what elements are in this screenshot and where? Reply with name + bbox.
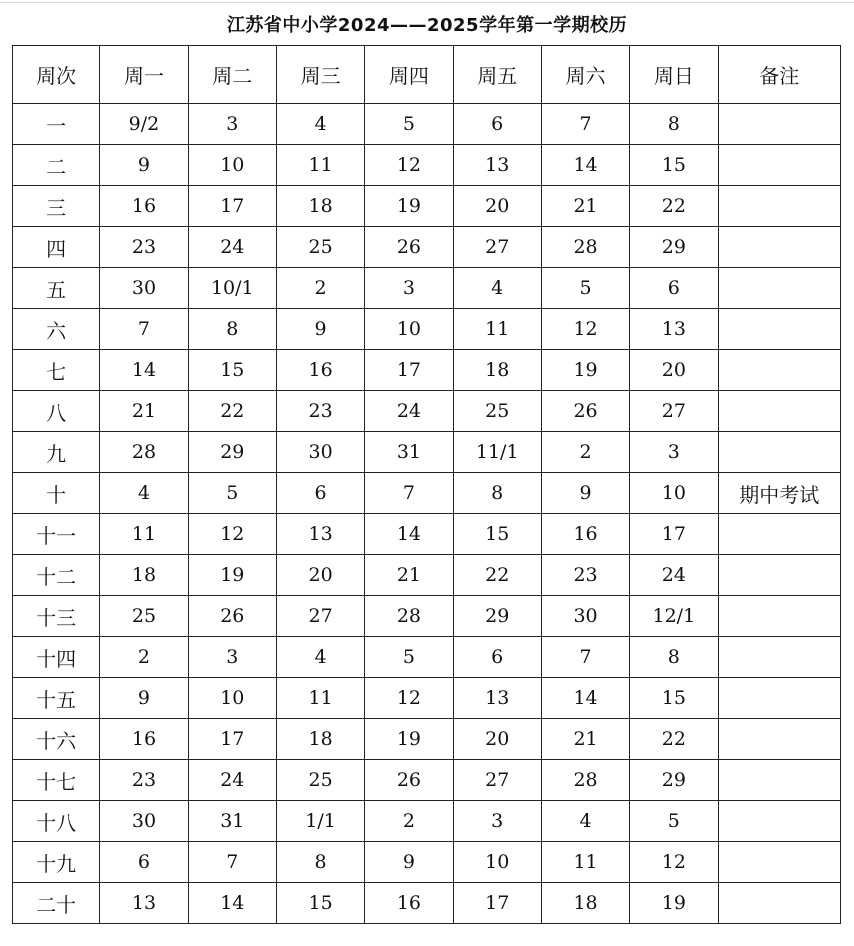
table-row	[13, 842, 841, 883]
date-cell-friday: 29	[453, 596, 541, 637]
date-cell-monday: 6	[100, 842, 188, 883]
note-cell: 期中考试	[718, 473, 841, 514]
note-cell	[718, 596, 841, 637]
date-cell-thursday: 2	[365, 801, 453, 842]
date-cell-tuesday: 10	[188, 145, 276, 186]
note-cell	[718, 883, 841, 924]
date-cell-friday: 15	[453, 514, 541, 555]
note-cell	[718, 555, 841, 596]
table-row	[13, 473, 841, 514]
date-cell-sunday: 22	[630, 719, 718, 760]
date-cell-tuesday: 14	[188, 883, 276, 924]
table-row	[13, 350, 841, 391]
table-row	[13, 801, 841, 842]
week-number-cell: 十五	[13, 678, 100, 719]
date-cell-sunday: 27	[630, 391, 718, 432]
week-number-cell: 五	[13, 268, 100, 309]
date-cell-tuesday: 24	[188, 227, 276, 268]
date-cell-thursday: 5	[365, 104, 453, 145]
table-row	[13, 678, 841, 719]
table-row	[13, 555, 841, 596]
week-number-cell: 四	[13, 227, 100, 268]
table-row	[13, 514, 841, 555]
date-cell-wednesday: 25	[276, 227, 364, 268]
note-cell	[718, 514, 841, 555]
table-row	[13, 391, 841, 432]
date-cell-saturday: 9	[541, 473, 629, 514]
header-sunday: 周日	[630, 46, 718, 104]
date-cell-friday: 8	[453, 473, 541, 514]
date-cell-wednesday: 13	[276, 514, 364, 555]
date-cell-tuesday: 7	[188, 842, 276, 883]
date-cell-saturday: 19	[541, 350, 629, 391]
header-saturday: 周六	[541, 46, 629, 104]
date-cell-tuesday: 17	[188, 186, 276, 227]
note-cell	[718, 760, 841, 801]
date-cell-sunday: 15	[630, 145, 718, 186]
date-cell-saturday: 26	[541, 391, 629, 432]
date-cell-saturday: 7	[541, 104, 629, 145]
date-cell-wednesday: 16	[276, 350, 364, 391]
date-cell-thursday: 12	[365, 678, 453, 719]
table-row	[13, 104, 841, 145]
week-number-cell: 十八	[13, 801, 100, 842]
date-cell-tuesday: 26	[188, 596, 276, 637]
date-cell-thursday: 5	[365, 637, 453, 678]
date-cell-thursday: 24	[365, 391, 453, 432]
date-cell-saturday: 7	[541, 637, 629, 678]
date-cell-sunday: 8	[630, 104, 718, 145]
date-cell-friday: 27	[453, 227, 541, 268]
date-cell-monday: 9/2	[100, 104, 188, 145]
date-cell-saturday: 21	[541, 719, 629, 760]
date-cell-monday: 14	[100, 350, 188, 391]
week-number-cell: 十六	[13, 719, 100, 760]
date-cell-sunday: 8	[630, 637, 718, 678]
date-cell-tuesday: 24	[188, 760, 276, 801]
date-cell-thursday: 14	[365, 514, 453, 555]
table-row	[13, 432, 841, 473]
week-number-cell: 十九	[13, 842, 100, 883]
date-cell-monday: 25	[100, 596, 188, 637]
date-cell-wednesday: 1/1	[276, 801, 364, 842]
week-number-cell: 十七	[13, 760, 100, 801]
date-cell-saturday: 21	[541, 186, 629, 227]
date-cell-monday: 18	[100, 555, 188, 596]
date-cell-wednesday: 8	[276, 842, 364, 883]
date-cell-saturday: 16	[541, 514, 629, 555]
date-cell-monday: 16	[100, 719, 188, 760]
date-cell-saturday: 5	[541, 268, 629, 309]
date-cell-thursday: 10	[365, 309, 453, 350]
table-row	[13, 186, 841, 227]
date-cell-monday: 23	[100, 760, 188, 801]
note-cell	[718, 227, 841, 268]
header-thursday: 周四	[365, 46, 453, 104]
date-cell-friday: 6	[453, 637, 541, 678]
date-cell-saturday: 14	[541, 678, 629, 719]
date-cell-tuesday: 10	[188, 678, 276, 719]
date-cell-wednesday: 25	[276, 760, 364, 801]
note-cell	[718, 268, 841, 309]
date-cell-thursday: 12	[365, 145, 453, 186]
date-cell-sunday: 5	[630, 801, 718, 842]
date-cell-friday: 11	[453, 309, 541, 350]
date-cell-sunday: 10	[630, 473, 718, 514]
date-cell-wednesday: 27	[276, 596, 364, 637]
date-cell-thursday: 17	[365, 350, 453, 391]
date-cell-monday: 4	[100, 473, 188, 514]
note-cell	[718, 719, 841, 760]
calendar-body	[13, 104, 841, 924]
date-cell-friday: 25	[453, 391, 541, 432]
date-cell-saturday: 23	[541, 555, 629, 596]
date-cell-wednesday: 18	[276, 186, 364, 227]
date-cell-wednesday: 11	[276, 678, 364, 719]
date-cell-saturday: 2	[541, 432, 629, 473]
date-cell-thursday: 3	[365, 268, 453, 309]
date-cell-thursday: 21	[365, 555, 453, 596]
date-cell-friday: 18	[453, 350, 541, 391]
date-cell-wednesday: 23	[276, 391, 364, 432]
school-calendar-table	[12, 45, 841, 924]
header-monday: 周一	[100, 46, 188, 104]
week-number-cell: 七	[13, 350, 100, 391]
week-number-cell: 三	[13, 186, 100, 227]
date-cell-monday: 30	[100, 268, 188, 309]
date-cell-monday: 16	[100, 186, 188, 227]
date-cell-tuesday: 8	[188, 309, 276, 350]
week-number-cell: 八	[13, 391, 100, 432]
date-cell-friday: 6	[453, 104, 541, 145]
date-cell-saturday: 12	[541, 309, 629, 350]
note-cell	[718, 391, 841, 432]
date-cell-sunday: 19	[630, 883, 718, 924]
date-cell-monday: 13	[100, 883, 188, 924]
table-row	[13, 637, 841, 678]
date-cell-tuesday: 3	[188, 104, 276, 145]
table-row	[13, 883, 841, 924]
date-cell-friday: 13	[453, 678, 541, 719]
date-cell-wednesday: 6	[276, 473, 364, 514]
week-number-cell: 九	[13, 432, 100, 473]
week-number-cell: 六	[13, 309, 100, 350]
date-cell-friday: 20	[453, 719, 541, 760]
note-cell	[718, 104, 841, 145]
table-row	[13, 145, 841, 186]
date-cell-thursday: 9	[365, 842, 453, 883]
date-cell-friday: 11/1	[453, 432, 541, 473]
date-cell-thursday: 7	[365, 473, 453, 514]
date-cell-saturday: 11	[541, 842, 629, 883]
date-cell-wednesday: 11	[276, 145, 364, 186]
header-row	[13, 46, 841, 104]
date-cell-tuesday: 29	[188, 432, 276, 473]
header-wednesday: 周三	[276, 46, 364, 104]
note-cell	[718, 309, 841, 350]
date-cell-friday: 17	[453, 883, 541, 924]
date-cell-saturday: 14	[541, 145, 629, 186]
date-cell-sunday: 15	[630, 678, 718, 719]
note-cell	[718, 637, 841, 678]
date-cell-thursday: 19	[365, 186, 453, 227]
table-row	[13, 760, 841, 801]
week-number-cell: 二十	[13, 883, 100, 924]
week-number-cell: 十四	[13, 637, 100, 678]
date-cell-friday: 20	[453, 186, 541, 227]
date-cell-tuesday: 19	[188, 555, 276, 596]
date-cell-friday: 13	[453, 145, 541, 186]
date-cell-sunday: 29	[630, 760, 718, 801]
table-row	[13, 719, 841, 760]
date-cell-saturday: 30	[541, 596, 629, 637]
date-cell-wednesday: 4	[276, 104, 364, 145]
table-row	[13, 268, 841, 309]
header-week: 周次	[13, 46, 100, 104]
date-cell-monday: 9	[100, 678, 188, 719]
date-cell-thursday: 26	[365, 227, 453, 268]
date-cell-thursday: 28	[365, 596, 453, 637]
date-cell-sunday: 6	[630, 268, 718, 309]
week-number-cell: 十三	[13, 596, 100, 637]
note-cell	[718, 801, 841, 842]
note-cell	[718, 432, 841, 473]
date-cell-monday: 28	[100, 432, 188, 473]
table-row	[13, 227, 841, 268]
note-cell	[718, 145, 841, 186]
date-cell-saturday: 4	[541, 801, 629, 842]
date-cell-monday: 9	[100, 145, 188, 186]
date-cell-sunday: 13	[630, 309, 718, 350]
date-cell-friday: 3	[453, 801, 541, 842]
week-number-cell: 十	[13, 473, 100, 514]
date-cell-tuesday: 17	[188, 719, 276, 760]
date-cell-sunday: 29	[630, 227, 718, 268]
date-cell-friday: 10	[453, 842, 541, 883]
date-cell-monday: 2	[100, 637, 188, 678]
date-cell-sunday: 12/1	[630, 596, 718, 637]
date-cell-sunday: 17	[630, 514, 718, 555]
top-rule	[0, 2, 854, 3]
date-cell-saturday: 18	[541, 883, 629, 924]
date-cell-friday: 27	[453, 760, 541, 801]
week-number-cell: 十二	[13, 555, 100, 596]
date-cell-monday: 21	[100, 391, 188, 432]
header-tuesday: 周二	[188, 46, 276, 104]
date-cell-wednesday: 2	[276, 268, 364, 309]
date-cell-wednesday: 9	[276, 309, 364, 350]
date-cell-thursday: 16	[365, 883, 453, 924]
date-cell-wednesday: 4	[276, 637, 364, 678]
date-cell-tuesday: 5	[188, 473, 276, 514]
date-cell-wednesday: 18	[276, 719, 364, 760]
date-cell-tuesday: 31	[188, 801, 276, 842]
note-cell	[718, 186, 841, 227]
date-cell-tuesday: 15	[188, 350, 276, 391]
date-cell-wednesday: 15	[276, 883, 364, 924]
date-cell-wednesday: 20	[276, 555, 364, 596]
date-cell-wednesday: 30	[276, 432, 364, 473]
date-cell-sunday: 22	[630, 186, 718, 227]
date-cell-saturday: 28	[541, 760, 629, 801]
date-cell-monday: 30	[100, 801, 188, 842]
date-cell-friday: 4	[453, 268, 541, 309]
week-number-cell: 二	[13, 145, 100, 186]
date-cell-sunday: 20	[630, 350, 718, 391]
date-cell-tuesday: 22	[188, 391, 276, 432]
date-cell-sunday: 12	[630, 842, 718, 883]
note-cell	[718, 842, 841, 883]
header-friday: 周五	[453, 46, 541, 104]
note-cell	[718, 350, 841, 391]
date-cell-thursday: 31	[365, 432, 453, 473]
date-cell-tuesday: 12	[188, 514, 276, 555]
week-number-cell: 一	[13, 104, 100, 145]
table-row	[13, 596, 841, 637]
date-cell-thursday: 26	[365, 760, 453, 801]
date-cell-monday: 23	[100, 227, 188, 268]
date-cell-sunday: 3	[630, 432, 718, 473]
date-cell-thursday: 19	[365, 719, 453, 760]
note-cell	[718, 678, 841, 719]
week-number-cell: 十一	[13, 514, 100, 555]
date-cell-sunday: 24	[630, 555, 718, 596]
table-row	[13, 309, 841, 350]
page-title: 江苏省中小学2024——2025学年第一学期校历	[226, 15, 628, 36]
date-cell-saturday: 28	[541, 227, 629, 268]
date-cell-friday: 22	[453, 555, 541, 596]
date-cell-tuesday: 10/1	[188, 268, 276, 309]
date-cell-tuesday: 3	[188, 637, 276, 678]
date-cell-monday: 7	[100, 309, 188, 350]
date-cell-monday: 11	[100, 514, 188, 555]
header-notes: 备注	[718, 46, 841, 104]
